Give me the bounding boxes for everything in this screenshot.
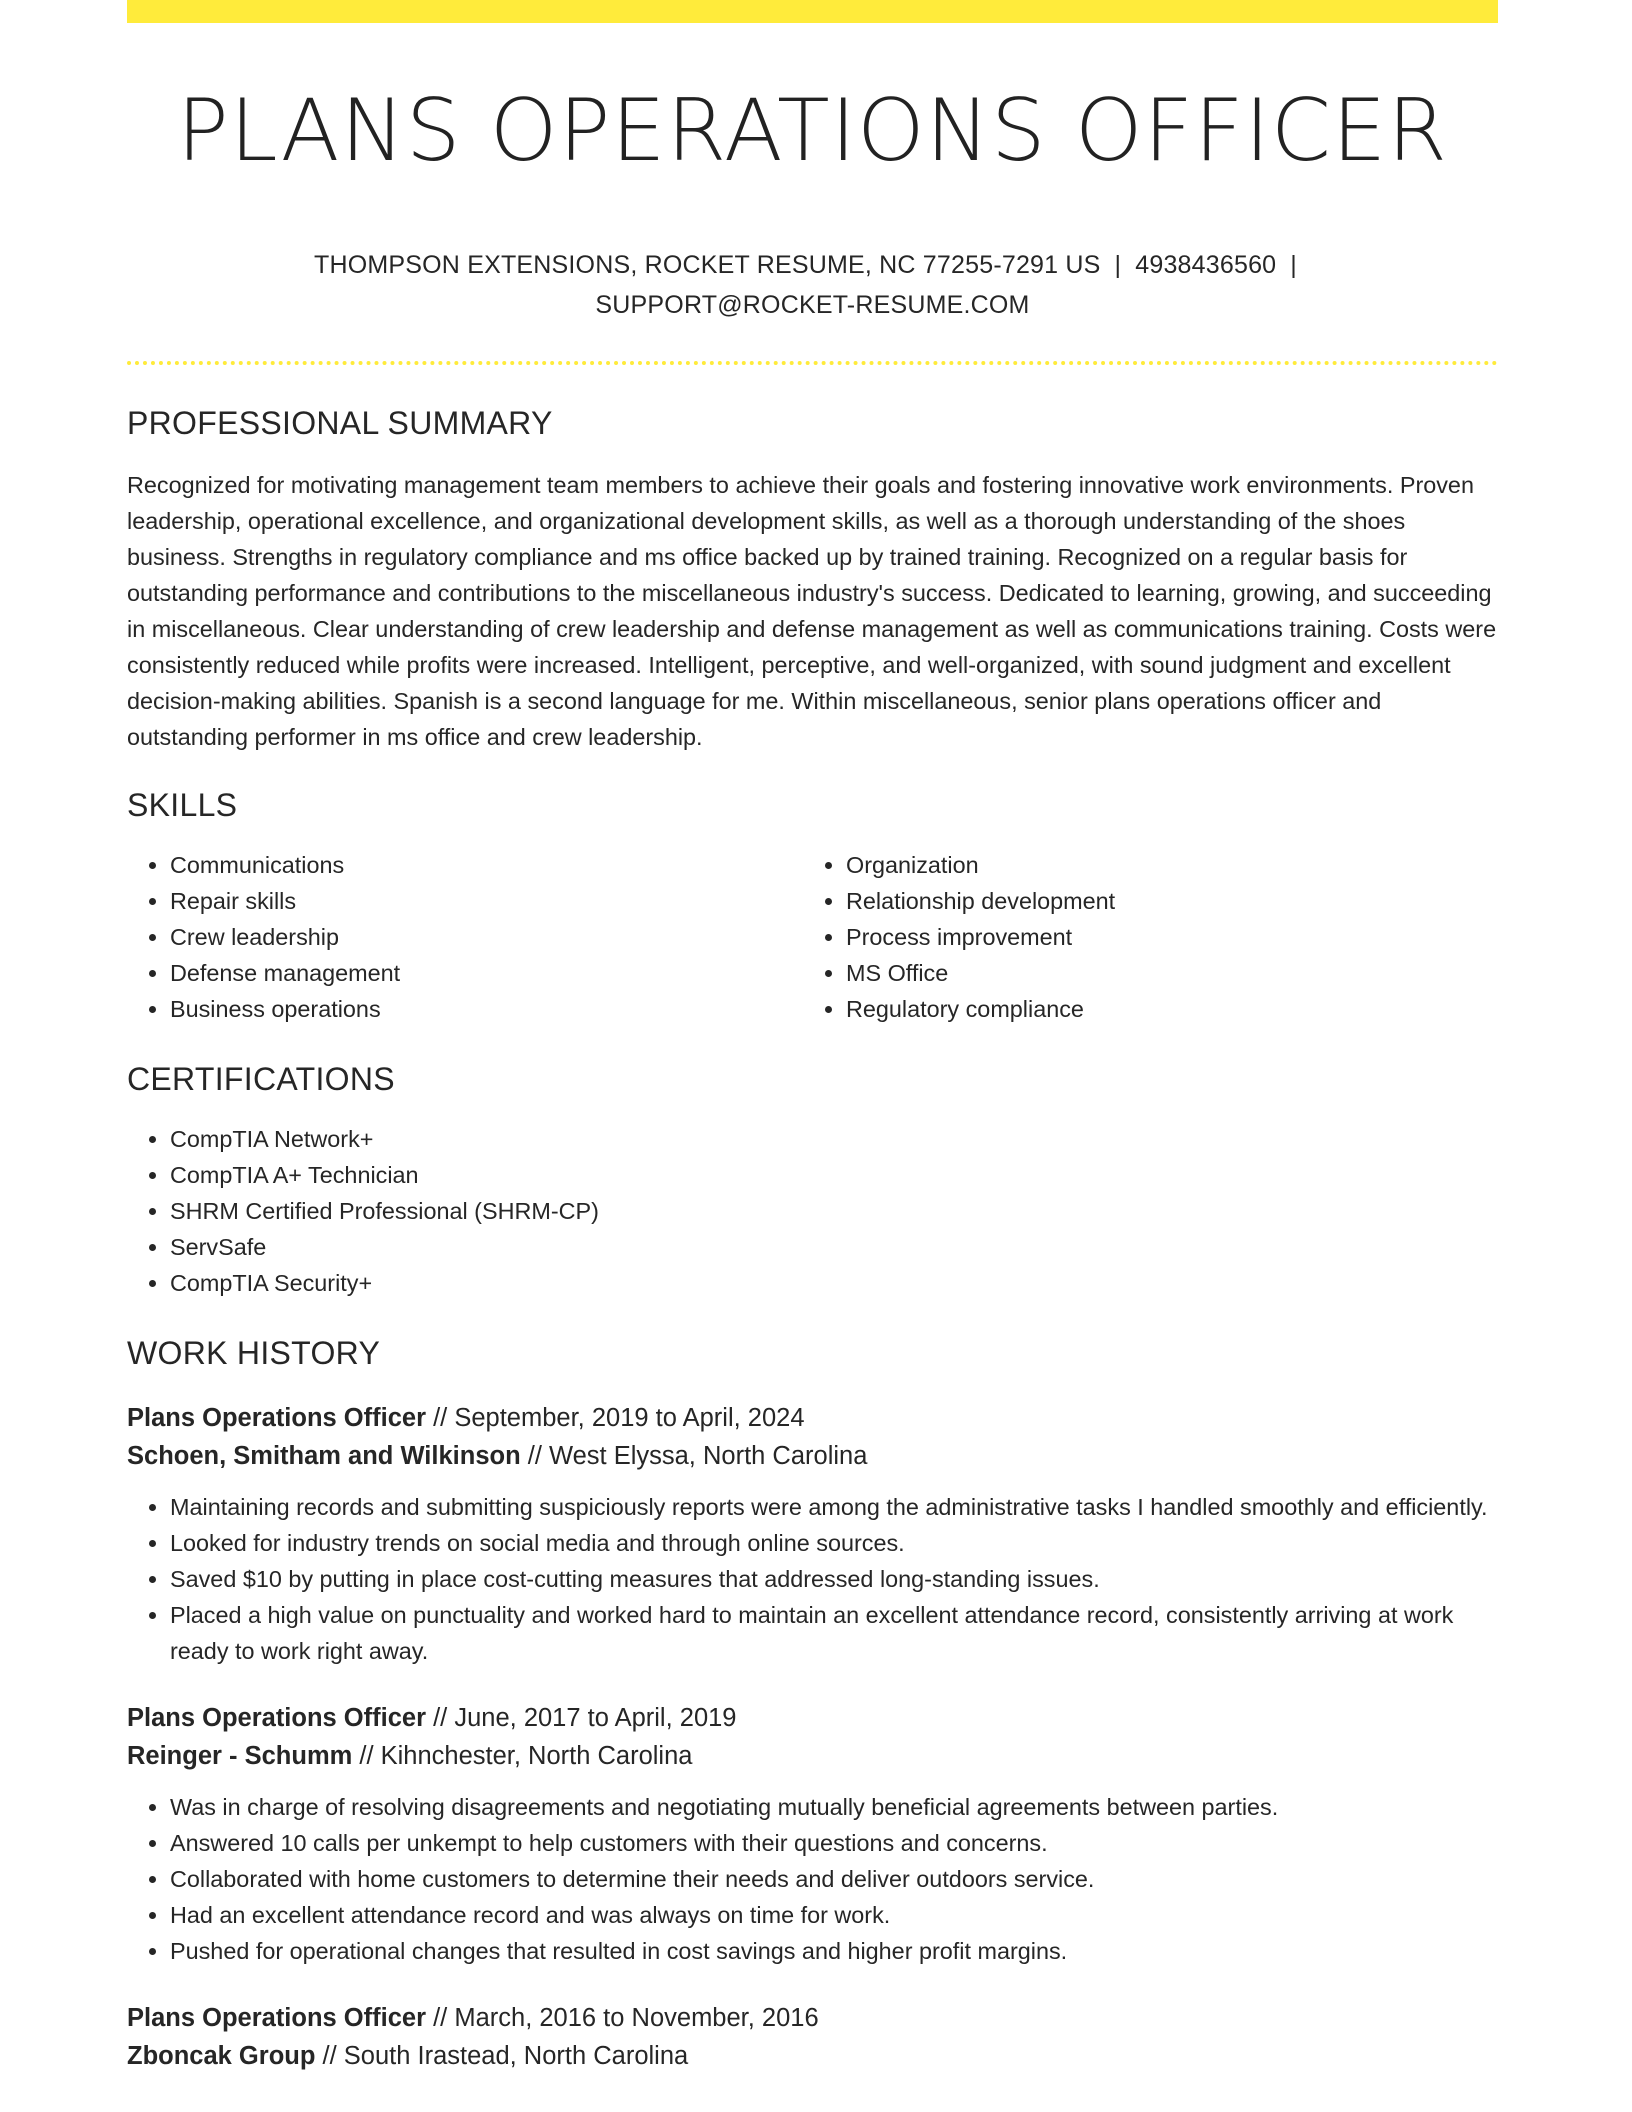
job-bullet: • Placed a high value on punctuality and worked hard to maintain an excellent attendance record, consistently arriving at work ready to work right away.	[170, 1597, 1498, 1669]
summary-text: Recognized for motivating management team members to achieve their goals and fostering innovative work environments. Proven leadership, operational excellence, and organizational development skills, as well as a thorough understanding of the shoes business. Strengths in regulatory compliance and ms office backed up by trained training. Recognized on a regular basis for outstanding performance and contributions to the miscellaneous industry's success. Dedicated to learning, growing, and succeeding in miscellaneous. Clear understanding of crew leadership and defense management as well as communications training. Costs were consistently reduced while profits were increased. Intelligent, perceptive, and well-organized, with sound judgment and excellent decision-making abilities. Spanish is a second language for me. Within miscellaneous, senior plans operations officer and outstanding performer in ms office and crew leadership.	[127, 472, 1497, 750]
job-bullet: • Was in charge of resolving disagreements and negotiating mutually beneficial agreements between parties.	[170, 1789, 1498, 1825]
certifications-list	[127, 1121, 1498, 1301]
certification-item: • CompTIA Network+	[170, 1121, 1498, 1157]
contact-separator: |	[1114, 251, 1122, 279]
certification-item: • ServSafe	[170, 1229, 1498, 1265]
skill-item: • Business operations	[170, 991, 803, 1027]
job-company-line	[127, 1437, 1498, 1475]
job-role: Plans Operations Officer	[127, 1404, 427, 1432]
resume-page	[127, 0, 1498, 2075]
job-bullet: • Maintaining records and submitting suspiciously reports were among the administrative tasks I handled smoothly and efficiently.	[170, 1489, 1498, 1525]
skill-item: • Process improvement	[846, 919, 1498, 955]
job-bullet: • Had an excellent attendance record and was always on time for work.	[170, 1897, 1498, 1933]
contact-separator: |	[1290, 251, 1297, 279]
skills-list-right	[803, 847, 1498, 1027]
job-location: // Kihnchester, North Carolina	[352, 1742, 693, 1770]
job-bullet: • Pushed for operational changes that resulted in cost savings and higher profit margins.	[170, 1933, 1498, 1969]
job-location: // South Irastead, North Carolina	[315, 2042, 689, 2070]
job-entry	[127, 1999, 1498, 2075]
job-company-line	[127, 1737, 1498, 1775]
skills-list-left	[127, 847, 803, 1027]
certifications-heading: CERTIFICATIONS	[127, 1061, 395, 1097]
job-role-line	[127, 1699, 1498, 1737]
certification-item: • CompTIA Security+	[170, 1265, 1498, 1301]
summary-heading: PROFESSIONAL SUMMARY	[127, 405, 553, 441]
job-bullet: • Looked for industry trends on social media and through online sources.	[170, 1525, 1498, 1561]
skill-item: • Communications	[170, 847, 803, 883]
skills-grid	[127, 847, 1498, 1027]
job-location: // West Elyssa, North Carolina	[520, 1442, 868, 1470]
skill-item: • Relationship development	[846, 883, 1498, 919]
contact-phone: 4938436560	[1135, 251, 1277, 279]
job-dates: // September, 2019 to April, 2024	[426, 1404, 805, 1432]
skill-item: • MS Office	[846, 955, 1498, 991]
skills-heading: SKILLS	[127, 787, 238, 823]
job-company: Zboncak Group	[127, 2042, 316, 2070]
job-company: Schoen, Smitham and Wilkinson	[127, 1442, 521, 1470]
job-bullet: • Collaborated with home customers to determine their needs and deliver outdoors service.	[170, 1861, 1498, 1897]
skill-item: • Crew leadership	[170, 919, 803, 955]
job-bullets	[127, 1789, 1498, 1969]
job-bullet: • Saved $10 by putting in place cost-cutting measures that addressed long-standing issues.	[170, 1561, 1498, 1597]
job-entry	[127, 1399, 1498, 1669]
skill-item: • Defense management	[170, 955, 803, 991]
job-entry	[127, 1699, 1498, 1969]
skill-item: • Regulatory compliance	[846, 991, 1498, 1027]
job-dates: // March, 2016 to November, 2016	[426, 2004, 819, 2032]
skill-item: • Repair skills	[170, 883, 803, 919]
skill-item: • Organization	[846, 847, 1498, 883]
job-dates: // June, 2017 to April, 2019	[426, 1704, 737, 1732]
certification-item: • CompTIA A+ Technician	[170, 1157, 1498, 1193]
contact-address: THOMPSON EXTENSIONS, ROCKET RESUME, NC 77255-7291 US	[314, 251, 1101, 279]
job-role-line	[127, 1999, 1498, 2037]
job-company: Reinger - Schumm	[127, 1742, 353, 1770]
contact-info	[313, 245, 1313, 325]
dotted-divider	[127, 361, 1498, 365]
job-bullet: • Answered 10 calls per unkempt to help customers with their questions and concerns.	[170, 1825, 1498, 1861]
job-role: Plans Operations Officer	[127, 2004, 427, 2032]
certification-item: • SHRM Certified Professional (SHRM-CP)	[170, 1193, 1498, 1229]
work-history-heading: WORK HISTORY	[127, 1335, 381, 1371]
job-role: Plans Operations Officer	[127, 1704, 427, 1732]
job-role-line	[127, 1399, 1498, 1437]
resume-title: PLANS OPERATIONS OFFICER	[176, 81, 1449, 181]
contact-email: SUPPORT@ROCKET-RESUME.COM	[595, 291, 1030, 319]
job-bullets	[127, 1489, 1498, 1669]
job-company-line	[127, 2037, 1498, 2075]
